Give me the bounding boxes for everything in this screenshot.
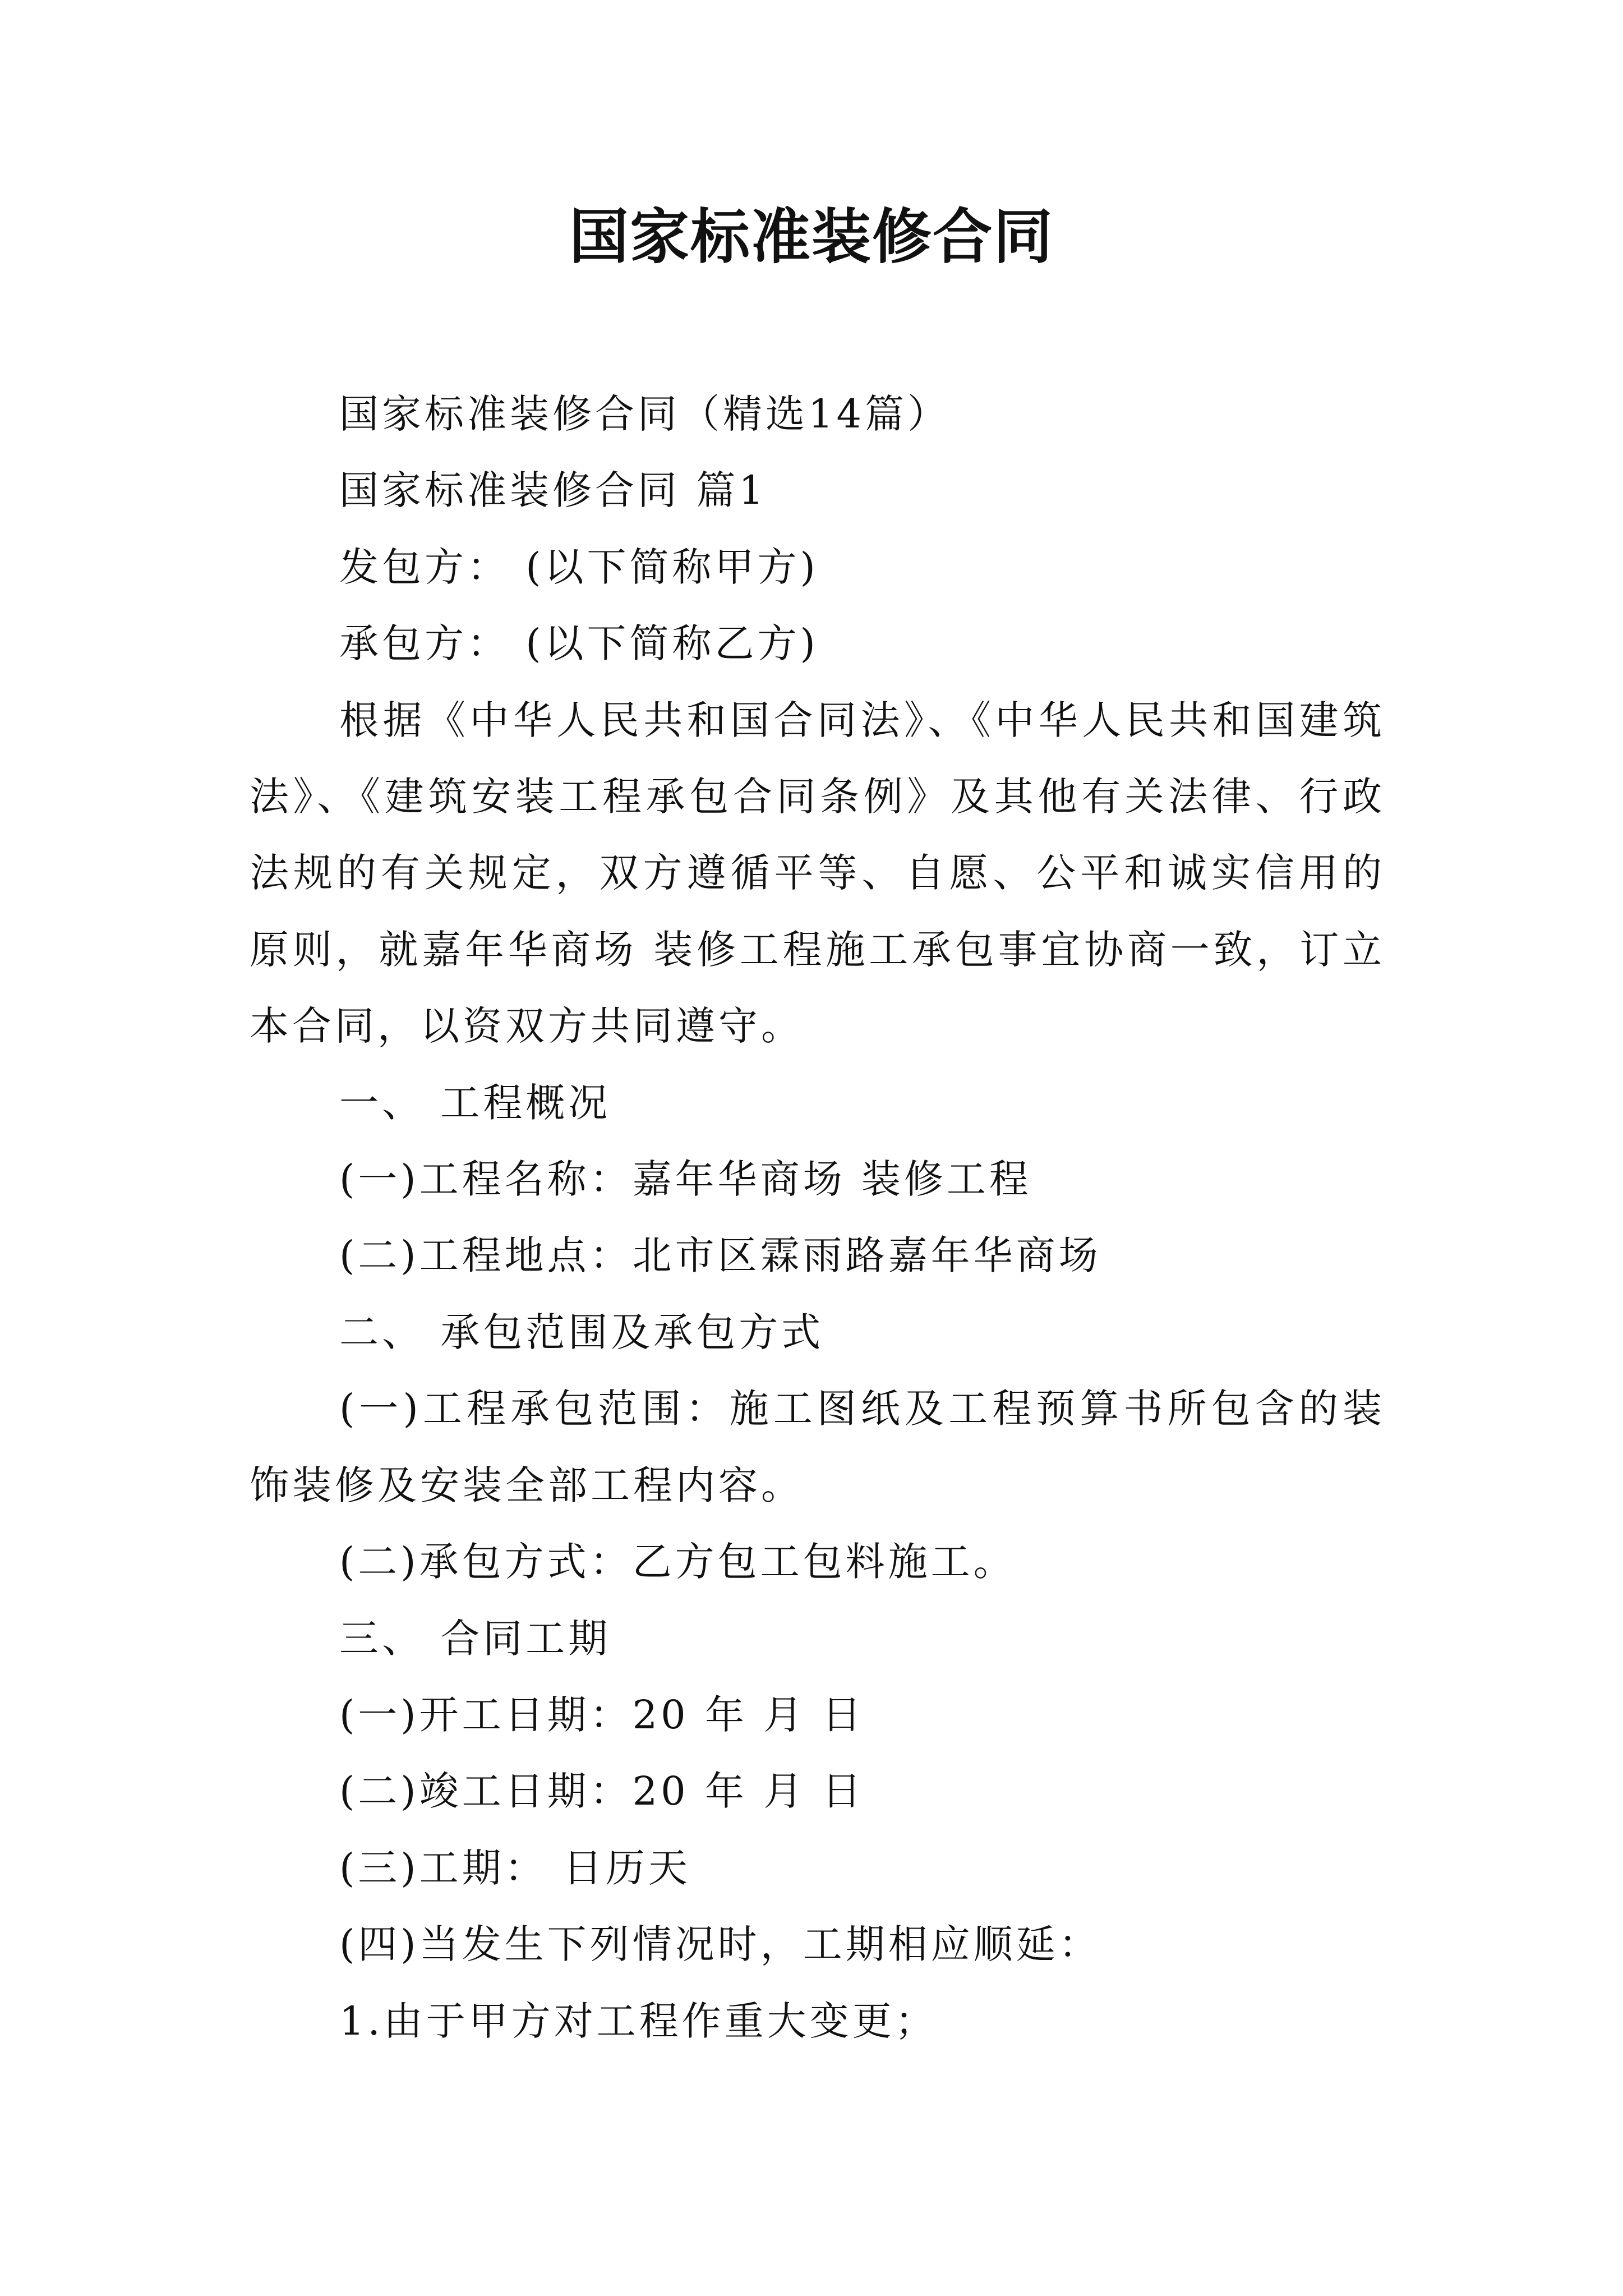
section-heading-scope: 二、 承包范围及承包方式 [339,1309,824,1355]
clause-contract-method: (二)承包方式：乙方包工包料施工。 [339,1539,1016,1585]
paragraph-collection-title: 国家标准装修合同（精选14篇） [339,391,951,437]
clause-completion-date: (二)竣工日期：20 年 月 日 [339,1768,865,1815]
section-heading-overview: 一、 工程概况 [339,1079,611,1126]
paragraph-preamble: 根据《中华人民共和国合同法》、《中华人民共和国建筑法》、《建筑安装工程承包合同条例》及其他有关法律、行政法规的有关规定，双方遵循平等、自愿、公平和诚实信用的原则，就嘉年华商场 装修工程施工承包事宜协商一致，订立本合同，以资双方共同遵守。 [250,697,1385,1050]
clause-start-date: (一)开工日期：20 年 月 日 [339,1691,865,1738]
clause-project-name: (一)工程名称：嘉年华商场 装修工程 [339,1156,1032,1203]
clause-extension: (四)当发生下列情况时，工期相应顺延： [339,1921,1101,1968]
paragraph-contractor: 承包方： (以下简称乙方) [339,620,819,667]
clause-duration: (三)工期： 日历天 [339,1844,691,1891]
paragraph-employer: 发包方： (以下简称甲方) [339,544,819,590]
section-heading-duration: 三、 合同工期 [339,1615,611,1662]
clause-scope: (一)工程承包范围：施工图纸及工程预算书所包含的装饰装修及安装全部工程内容。 [250,1386,1385,1508]
document-body [250,376,1385,2059]
clause-extension-item-1: 1.由于甲方对工程作重大变更； [339,1998,938,2044]
paragraph-article-heading: 国家标准装修合同 篇1 [339,467,767,514]
clause-project-location: (二)工程地点：北市区霖雨路嘉年华商场 [339,1232,1101,1279]
document-title: 国家标准装修合同 [569,201,1054,272]
